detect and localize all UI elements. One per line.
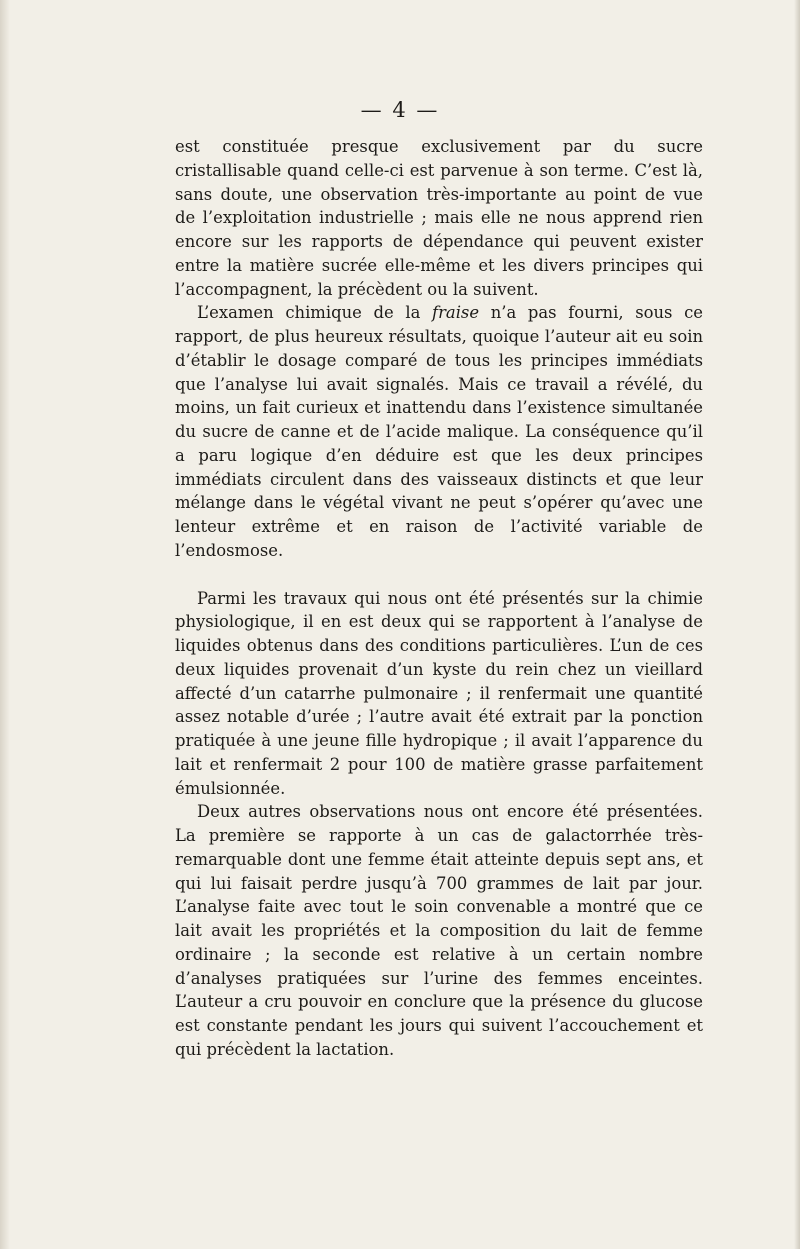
section-gap <box>175 563 703 587</box>
binding-shadow-right <box>794 0 800 1249</box>
paragraph-2 <box>175 301 703 562</box>
paragraph-2-start: L’examen chimique de la <box>197 303 433 323</box>
paragraph-2-rest: n’a pas fourni, sous ce rapport, de plus heureux résultats, quoique l’auteur ait eu soin d’établir le dosage comparé de tous les principes immédiats que l’analyse lui avait signalés. Mais ce travail a révélé, du moins, un fait curieux et inattendu dans l’existence simultanée du sucre de canne et de l’acide malique. La conséquence qu’il a paru logique d’en déduire est que les deux principes immédiats circulent dans des vaisseaux distincts et que leur mélange dans le végétal vivant ne peut s’opérer qu’avec une lenteur extrême et en raison de l’activité variable de l’endosmose. <box>175 303 703 560</box>
italic-word-fraise: fraise <box>432 303 480 323</box>
body-text <box>175 135 703 1062</box>
binding-shadow-left <box>0 0 10 1249</box>
paragraph-1: est constituée presque exclusivement par du sucre cristallisable quand celle-ci est parvenue à son terme. C’est là, sans doute, une observation très-importante au point de vue de l’exploitation industrielle ; mais elle ne nous apprend rien encore sur les rapports de dépendance qui peuvent exister entre la matière sucrée elle-même et les divers principes qui l’accompagnent, la précèdent ou la suivent. <box>175 137 703 299</box>
paragraph-3: Parmi les travaux qui nous ont été présentés sur la chimie physiologique, il en est deux qui se rapportent à l’analyse de liquides obtenus dans des conditions particulières. L’un de ces deux liquides provenait d’un kyste du rein chez un vieillard affecté d’un catarrhe pulmonaire ; il renfermait une quantité assez notable d’urée ; l’autre avait été extrait par la ponction pratiquée à une jeune fille hydropique ; il avait l’apparence du lait et renfermait 2 pour 100 de matière grasse parfaitement émulsionnée. <box>175 588 703 798</box>
page-number: — 4 — <box>360 98 440 122</box>
paragraph-4: Deux autres observations nous ont encore été présentées. La première se rapporte à un cas de galactorrhée très-remarquable dont une femme était atteinte depuis sept ans, et qui lui faisait perdre jusqu’à 700 grammes de lait par jour. L’analyse faite avec tout le soin convenable a montré que ce lait avait les propriétés et la composition du lait de femme ordinaire ; la seconde est relative à un certain nombre d’analyses pratiquées sur l’urine des femmes enceintes. L’auteur a cru pouvoir en conclure que la présence du glucose est constante pendant les jours qui suivent l’accouchement et qui précèdent la lactation. <box>175 802 703 1059</box>
